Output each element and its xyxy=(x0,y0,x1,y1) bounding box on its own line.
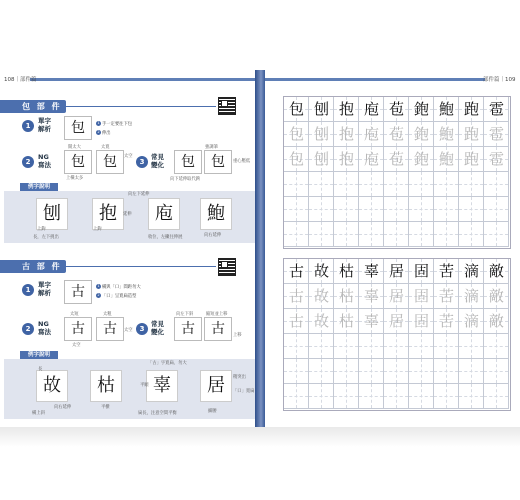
example-tag: 例字說明 xyxy=(20,351,58,359)
example-note: 向右延伸 xyxy=(204,233,222,238)
trace-char: 抱 xyxy=(338,125,354,143)
grid-cell xyxy=(284,197,309,222)
practice-grid xyxy=(283,258,511,411)
ng-note: 上橫太多 xyxy=(66,176,84,181)
trace-char: 敵 xyxy=(488,287,504,305)
example-char: 枯 xyxy=(90,370,122,402)
example-note: 扁長，注意空間平衡 xyxy=(138,411,177,416)
example-note: 上鉤 xyxy=(93,227,102,232)
grid-cell xyxy=(384,359,409,384)
step-label: 單字 解析 xyxy=(38,281,51,297)
grid-cell xyxy=(359,197,384,222)
model-char: 苦 xyxy=(438,262,454,280)
model-char: 故 xyxy=(313,262,329,280)
ng-char: 古 xyxy=(64,317,92,341)
model-char: 鮑 xyxy=(438,100,454,118)
grid-cell xyxy=(434,197,459,222)
grid-cell xyxy=(484,359,509,384)
trace-char: 故 xyxy=(313,287,329,305)
ng-char: 包 xyxy=(96,150,124,174)
example-char: 抱 xyxy=(92,198,124,230)
analysis-note: 2 「口」呈寬扁造型 xyxy=(97,293,137,299)
section-rule xyxy=(66,106,216,107)
analysis-char: 包 xyxy=(64,116,92,140)
model-char: 枯 xyxy=(338,262,354,280)
step-badge: 3 xyxy=(136,323,148,335)
grid-cell xyxy=(284,359,309,384)
trace-char: 雹 xyxy=(488,125,504,143)
trace-char: 鮑 xyxy=(438,125,454,143)
ng-note: 太短 xyxy=(70,312,79,317)
grid-cell xyxy=(409,384,434,409)
model-char: 包 xyxy=(288,100,304,118)
analysis-note: 1 手一定要往下包 xyxy=(97,121,133,127)
variation-note: 縮短並上移 xyxy=(206,312,228,317)
variation-note: 向左下斜 xyxy=(176,312,194,317)
trace-char: 鉋 xyxy=(413,150,429,168)
grid-cell xyxy=(484,197,509,222)
grid-cell xyxy=(334,222,359,247)
grid-cell xyxy=(484,172,509,197)
step-badge: 3 xyxy=(136,156,148,168)
ng-note: 太空 xyxy=(124,328,133,333)
trace-char: 刨 xyxy=(313,125,329,143)
grid-cell xyxy=(459,172,484,197)
example-char: 刨 xyxy=(36,198,68,230)
grid-cell xyxy=(434,359,459,384)
grid-cell xyxy=(459,384,484,409)
example-char: 辜 xyxy=(146,370,178,402)
grid-cell xyxy=(409,222,434,247)
analysis-char: 古 xyxy=(64,280,92,304)
trace-char: 枯 xyxy=(338,287,354,305)
right-page xyxy=(265,70,520,427)
step-label: 單字 解析 xyxy=(38,117,51,133)
model-char: 居 xyxy=(388,262,404,280)
example-note: 橫上斜 xyxy=(32,411,45,416)
grid-cell xyxy=(409,197,434,222)
example-note: 長，左下挑出 xyxy=(33,235,59,240)
model-char: 跑 xyxy=(463,100,479,118)
example-note: 上鉤 xyxy=(37,227,46,232)
ng-note: 開太大 xyxy=(68,145,81,150)
page-shadow xyxy=(0,427,520,447)
example-note: 「口」寬扁 xyxy=(233,389,255,394)
example-char: 故 xyxy=(36,370,68,402)
example-note: 向右延伸 xyxy=(54,405,72,410)
trace-char: 敵 xyxy=(488,312,504,330)
analysis-note: 2 伸出 xyxy=(97,130,111,136)
trace-char: 鉋 xyxy=(413,125,429,143)
grid-cell xyxy=(284,222,309,247)
example-tag: 例字說明 xyxy=(20,183,58,191)
trace-char: 滴 xyxy=(463,287,479,305)
model-char: 滴 xyxy=(463,262,479,280)
trace-char: 故 xyxy=(313,312,329,330)
variation-note: 強調筆 xyxy=(205,145,218,150)
model-char: 鉋 xyxy=(413,100,429,118)
variation-char: 古 xyxy=(204,317,232,341)
header-rule xyxy=(30,78,255,81)
example-note: 向左下延伸 xyxy=(128,192,150,197)
qr-code-icon xyxy=(218,258,236,276)
model-char: 敵 xyxy=(488,262,504,280)
ng-char: 古 xyxy=(96,317,124,341)
step-badge: 2 xyxy=(22,156,34,168)
trace-char: 古 xyxy=(288,312,304,330)
grid-cell xyxy=(384,384,409,409)
grid-cell xyxy=(484,222,509,247)
trace-char: 包 xyxy=(288,150,304,168)
grid-cell xyxy=(434,334,459,359)
step-label: NG 寫法 xyxy=(38,153,51,169)
grid-cell xyxy=(384,222,409,247)
ng-note: 太空 xyxy=(72,343,81,348)
grid-cell xyxy=(284,334,309,359)
grid-cell xyxy=(284,172,309,197)
grid-cell xyxy=(384,172,409,197)
grid-cell xyxy=(334,172,359,197)
example-note: 「古」字寬扁、勿大 xyxy=(148,361,187,366)
trace-char: 包 xyxy=(288,125,304,143)
grid-cell xyxy=(459,359,484,384)
grid-cell xyxy=(334,359,359,384)
trace-char: 固 xyxy=(413,287,429,305)
left-page xyxy=(0,70,255,427)
model-char: 古 xyxy=(288,262,304,280)
section-title: 古 部 件 xyxy=(22,262,62,271)
grid-cell xyxy=(384,334,409,359)
trace-char: 抱 xyxy=(338,150,354,168)
example-note: 平横 xyxy=(101,405,110,410)
example-char: 鮑 xyxy=(200,198,232,230)
variation-note: 上移 xyxy=(233,333,242,338)
grid-cell xyxy=(334,197,359,222)
trace-char: 固 xyxy=(413,312,429,330)
grid-cell xyxy=(334,334,359,359)
trace-char: 辜 xyxy=(363,287,379,305)
grid-cell xyxy=(409,172,434,197)
model-char: 刨 xyxy=(313,100,329,118)
grid-cell xyxy=(484,334,509,359)
step-label: NG 寫法 xyxy=(38,320,51,336)
grid-cell xyxy=(459,197,484,222)
grid-cell xyxy=(434,384,459,409)
header-rule xyxy=(265,78,485,81)
grid-cell xyxy=(309,172,334,197)
trace-char: 滴 xyxy=(463,312,479,330)
grid-cell xyxy=(409,334,434,359)
trace-char: 鮑 xyxy=(438,150,454,168)
ng-note: 太寬 xyxy=(101,145,110,150)
example-note: 延伸 xyxy=(123,212,132,217)
step-label: 常見 變化 xyxy=(151,320,164,336)
trace-char: 雹 xyxy=(488,150,504,168)
model-char: 雹 xyxy=(488,100,504,118)
variation-char: 包 xyxy=(204,150,232,174)
trace-char: 辜 xyxy=(363,312,379,330)
model-char: 庖 xyxy=(363,100,379,118)
trace-char: 苦 xyxy=(438,312,454,330)
trace-char: 居 xyxy=(388,312,404,330)
step-badge: 2 xyxy=(22,323,34,335)
practice-grid xyxy=(283,96,511,249)
ng-note: 太粗 xyxy=(103,312,112,317)
trace-char: 古 xyxy=(288,287,304,305)
grid-cell xyxy=(359,359,384,384)
grid-cell xyxy=(284,384,309,409)
example-note: 細腰 xyxy=(208,409,217,414)
model-char: 抱 xyxy=(338,100,354,118)
variation-char: 古 xyxy=(174,317,202,341)
variation-note: 向下延伸取代鉤 xyxy=(170,177,201,182)
example-note: 平順 xyxy=(140,383,149,388)
grid-cell xyxy=(434,172,459,197)
grid-cell xyxy=(309,359,334,384)
ng-char: 包 xyxy=(64,150,92,174)
grid-cell xyxy=(359,172,384,197)
grid-cell xyxy=(309,222,334,247)
trace-char: 枯 xyxy=(338,312,354,330)
section-title: 包 部 件 xyxy=(22,102,62,111)
trace-char: 苦 xyxy=(438,287,454,305)
grid-cell xyxy=(459,334,484,359)
page-number-left: 108｜部件篇 xyxy=(4,77,37,83)
page-number-right: 部件篇｜109 xyxy=(483,77,516,83)
grid-cell xyxy=(359,334,384,359)
trace-char: 庖 xyxy=(363,125,379,143)
example-note: 收位，左撇往伸展 xyxy=(148,235,183,240)
grid-cell xyxy=(334,384,359,409)
step-badge: 1 xyxy=(22,284,34,296)
grid-cell xyxy=(484,384,509,409)
trace-char: 跑 xyxy=(463,150,479,168)
example-char: 居 xyxy=(200,370,232,402)
grid-cell xyxy=(359,384,384,409)
grid-cell xyxy=(459,222,484,247)
model-char: 辜 xyxy=(363,262,379,280)
trace-char: 庖 xyxy=(363,150,379,168)
analysis-note: 1 橫與「口」間距勿大 xyxy=(97,284,141,290)
example-note: 長 xyxy=(38,367,43,372)
trace-char: 苞 xyxy=(388,125,404,143)
variation-char: 包 xyxy=(174,150,202,174)
model-char: 固 xyxy=(413,262,429,280)
book-spine xyxy=(255,70,265,427)
section-rule xyxy=(66,266,216,267)
grid-cell xyxy=(309,197,334,222)
model-char: 苞 xyxy=(388,100,404,118)
grid-cell xyxy=(359,222,384,247)
example-char: 庖 xyxy=(148,198,180,230)
step-badge: 1 xyxy=(22,120,34,132)
trace-char: 苞 xyxy=(388,150,404,168)
grid-cell xyxy=(409,359,434,384)
variation-note: 重心壓低 xyxy=(233,159,251,164)
trace-char: 居 xyxy=(388,287,404,305)
grid-cell xyxy=(434,222,459,247)
trace-char: 刨 xyxy=(313,150,329,168)
example-note: 稍突出 xyxy=(233,375,246,380)
ng-note: 太空 xyxy=(124,154,133,159)
grid-cell xyxy=(309,334,334,359)
qr-code-icon xyxy=(218,97,236,115)
grid-cell xyxy=(384,197,409,222)
step-label: 常見 變化 xyxy=(151,153,164,169)
grid-cell xyxy=(309,384,334,409)
trace-char: 跑 xyxy=(463,125,479,143)
